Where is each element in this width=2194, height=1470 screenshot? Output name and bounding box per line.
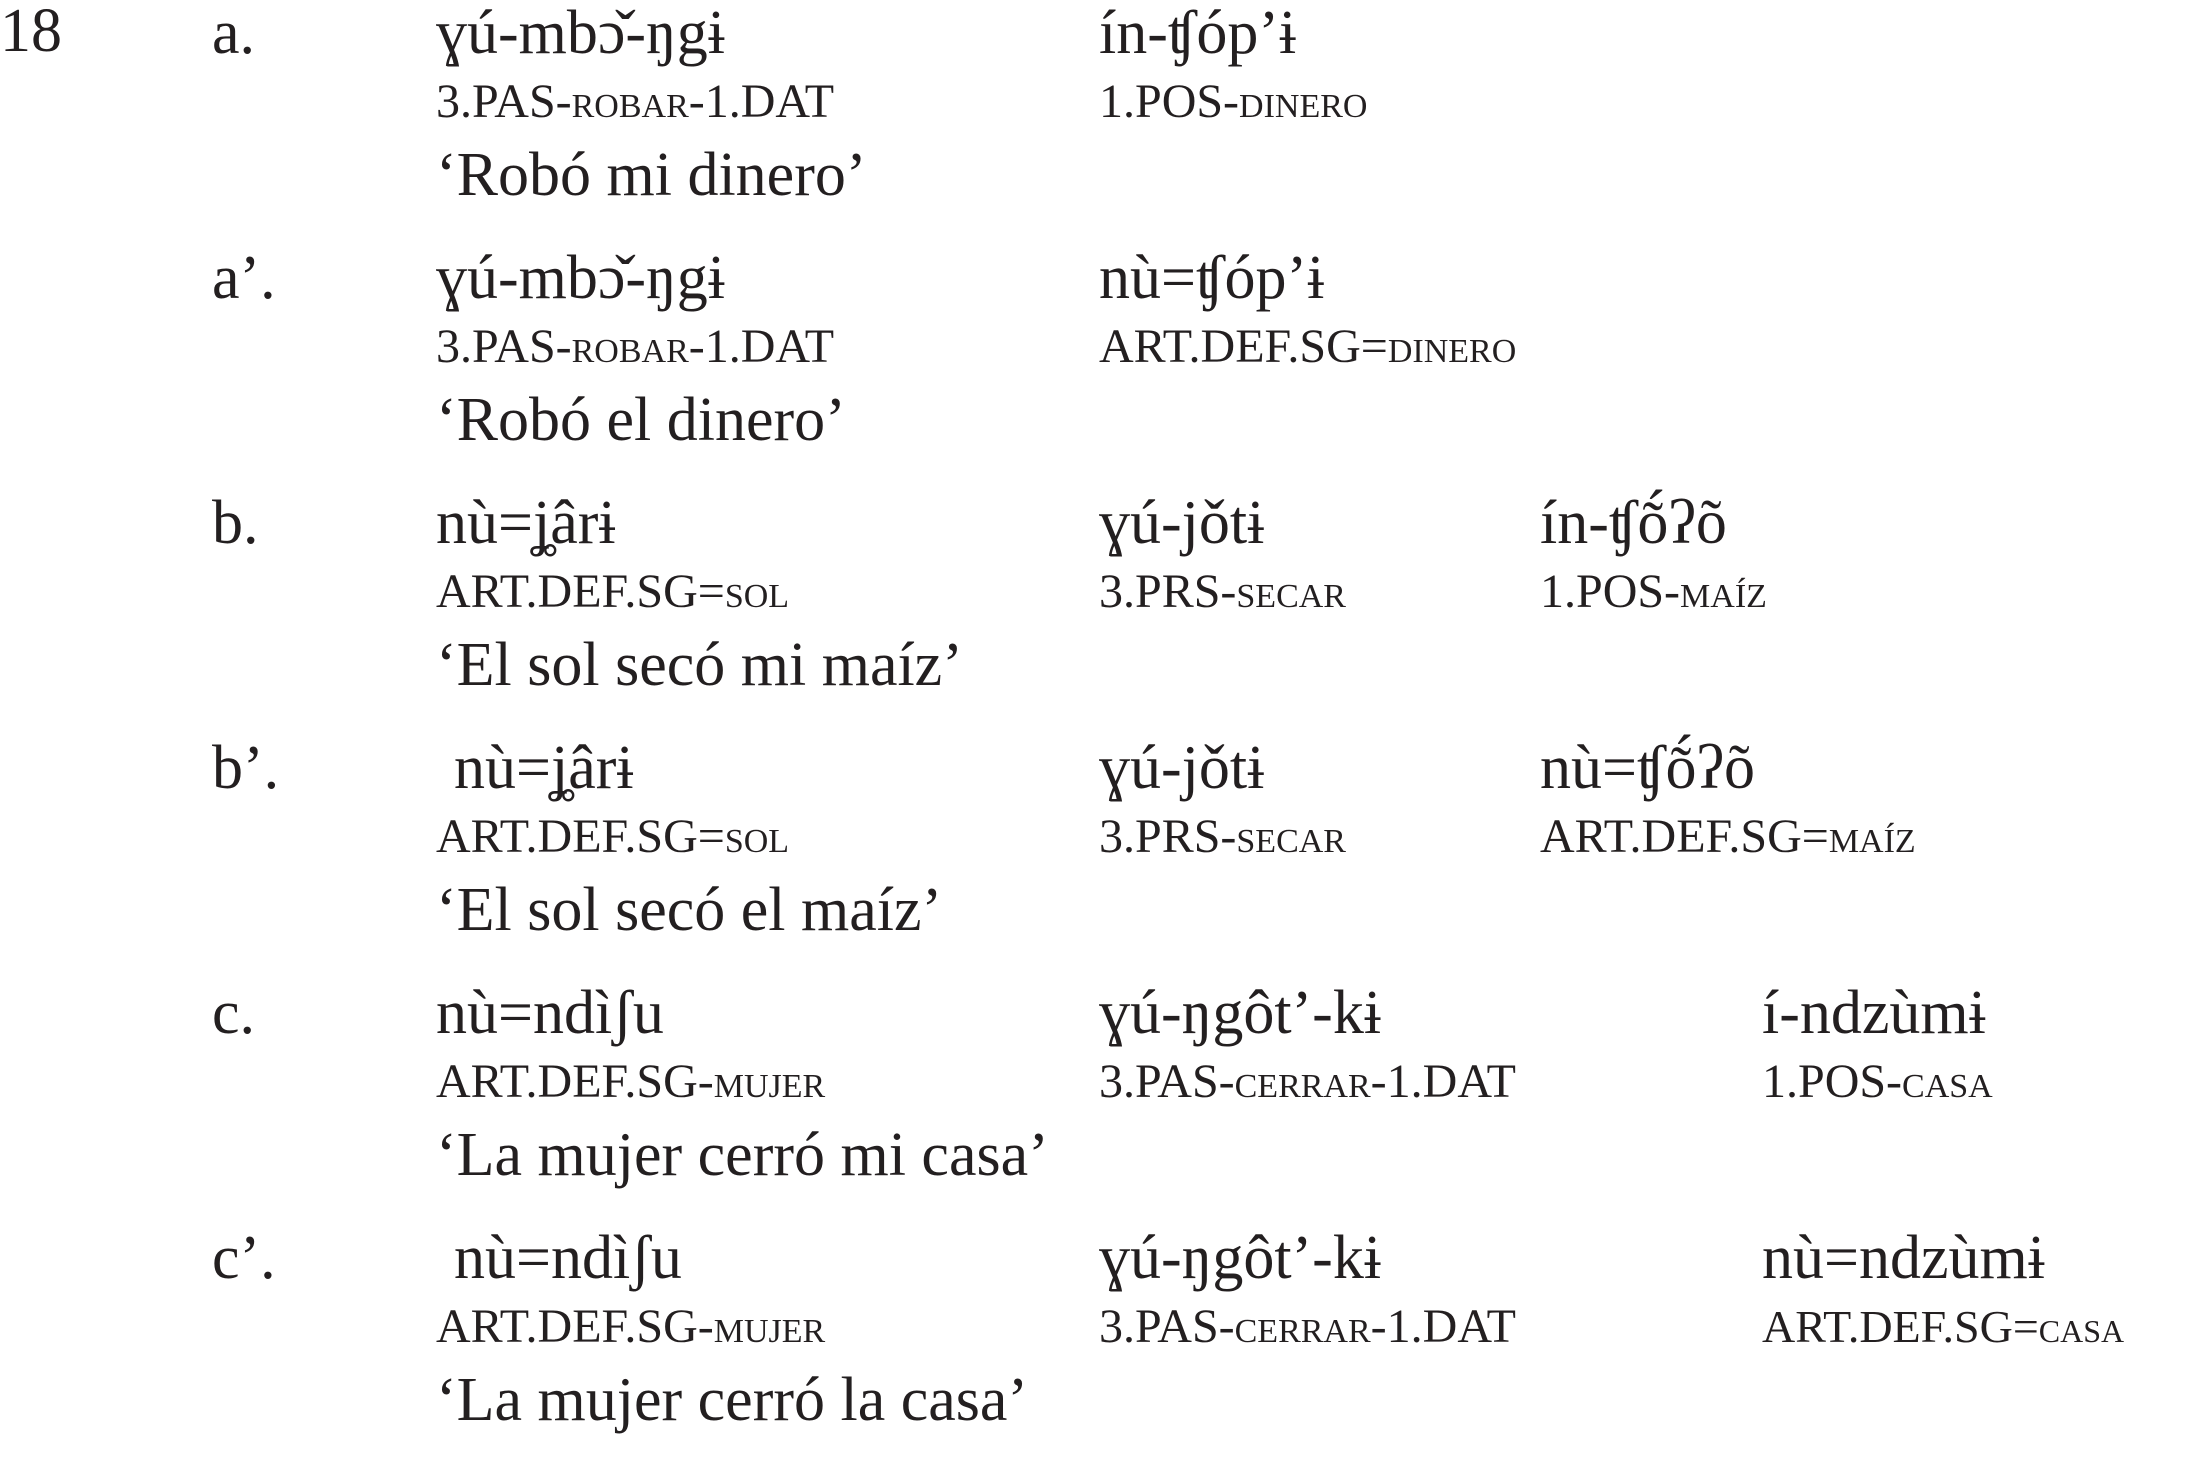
word-gloss: 3.PRS-secar bbox=[1099, 565, 1346, 618]
word-form: ín-ʧóp’ɨ bbox=[1099, 0, 1297, 67]
example-c-prime bbox=[0, 1225, 2194, 1470]
word-gloss: 1.POS-casa bbox=[1762, 1055, 1993, 1108]
word-column bbox=[436, 0, 834, 128]
word-column bbox=[1762, 1225, 2124, 1353]
example-a bbox=[0, 0, 2194, 245]
word-form: nù=ʧṍʔõ bbox=[1540, 734, 1756, 802]
example-label: a. bbox=[212, 0, 256, 67]
word-column bbox=[1099, 980, 1516, 1108]
word-column bbox=[1540, 735, 1916, 863]
word-gloss: 3.PAS-robar-1.DAT bbox=[436, 75, 835, 128]
example-b bbox=[0, 490, 2194, 735]
example-label: c. bbox=[212, 979, 256, 1047]
word-form: nù=ʝ̥ârɨ bbox=[436, 489, 616, 557]
word-form: ɣú-mbɔ̌-ŋgɨ bbox=[436, 244, 725, 312]
example-label: b’. bbox=[212, 734, 280, 802]
word-gloss: 1.POS-maíz bbox=[1540, 565, 1767, 618]
word-form: nù=ʝ̥ârɨ bbox=[454, 734, 634, 802]
example-b-prime bbox=[0, 735, 2194, 980]
word-form: ɣú-jǒtɨ bbox=[1099, 734, 1265, 802]
word-gloss: 3.PAS-cerrar-1.DAT bbox=[1099, 1300, 1516, 1353]
word-gloss: ART.DEF.SG-mujer bbox=[436, 1300, 826, 1353]
example-number: 18 bbox=[0, 0, 62, 65]
word-column bbox=[1099, 490, 1346, 618]
word-column bbox=[436, 735, 789, 863]
word-column bbox=[436, 1225, 825, 1353]
word-column bbox=[436, 490, 789, 618]
word-form: ɣú-jǒtɨ bbox=[1099, 489, 1265, 557]
free-translation: ‘Robó mi dinero’ bbox=[436, 141, 867, 209]
word-form: nù=ndìʃu bbox=[454, 1224, 682, 1292]
free-translation: ‘La mujer cerró mi casa’ bbox=[436, 1121, 1049, 1189]
word-gloss: ART.DEF.SG=sol bbox=[436, 810, 790, 863]
word-column bbox=[1540, 490, 1767, 618]
word-form: í-ndzùmɨ bbox=[1762, 979, 1986, 1047]
example-label: a’. bbox=[212, 244, 276, 312]
word-gloss: ART.DEF.SG=casa bbox=[1762, 1301, 2125, 1352]
word-gloss: ART.DEF.SG-mujer bbox=[436, 1055, 826, 1108]
word-column bbox=[436, 980, 825, 1108]
word-column bbox=[1099, 1225, 1516, 1353]
example-a-prime bbox=[0, 245, 2194, 490]
word-form: ɣú-ŋgôt’-kɨ bbox=[1099, 1224, 1382, 1292]
word-gloss: ART.DEF.SG=sol bbox=[436, 565, 790, 618]
word-form: ín-ʧṍʔõ bbox=[1540, 489, 1727, 557]
example-label: b. bbox=[212, 489, 259, 557]
word-column bbox=[436, 245, 834, 373]
word-column bbox=[1099, 245, 1516, 373]
word-gloss: 3.PAS-robar-1.DAT bbox=[436, 320, 835, 373]
word-column bbox=[1099, 0, 1367, 128]
free-translation: ‘Robó el dinero’ bbox=[436, 386, 846, 454]
free-translation: ‘El sol secó el maíz’ bbox=[436, 876, 943, 944]
word-gloss: ART.DEF.SG=dinero bbox=[1099, 320, 1517, 373]
word-gloss: 1.POS-dinero bbox=[1099, 75, 1368, 128]
word-column bbox=[1099, 735, 1346, 863]
word-gloss: ART.DEF.SG=maíz bbox=[1540, 810, 1916, 863]
free-translation: ‘El sol secó mi maíz’ bbox=[436, 631, 963, 699]
word-gloss: 3.PRS-secar bbox=[1099, 810, 1346, 863]
word-column bbox=[1762, 980, 1993, 1108]
example-label: c’. bbox=[212, 1224, 276, 1292]
word-gloss: 3.PAS-cerrar-1.DAT bbox=[1099, 1055, 1516, 1108]
word-form: nù=ndzùmɨ bbox=[1762, 1224, 2045, 1292]
word-form: nù=ndìʃu bbox=[436, 979, 664, 1047]
word-form: ɣú-ŋgôt’-kɨ bbox=[1099, 979, 1382, 1047]
word-form: ɣú-mbɔ̌-ŋgɨ bbox=[436, 0, 725, 67]
example-c bbox=[0, 980, 2194, 1225]
word-form: nù=ʧóp’ɨ bbox=[1099, 244, 1325, 312]
free-translation: ‘La mujer cerró la casa’ bbox=[436, 1366, 1029, 1434]
